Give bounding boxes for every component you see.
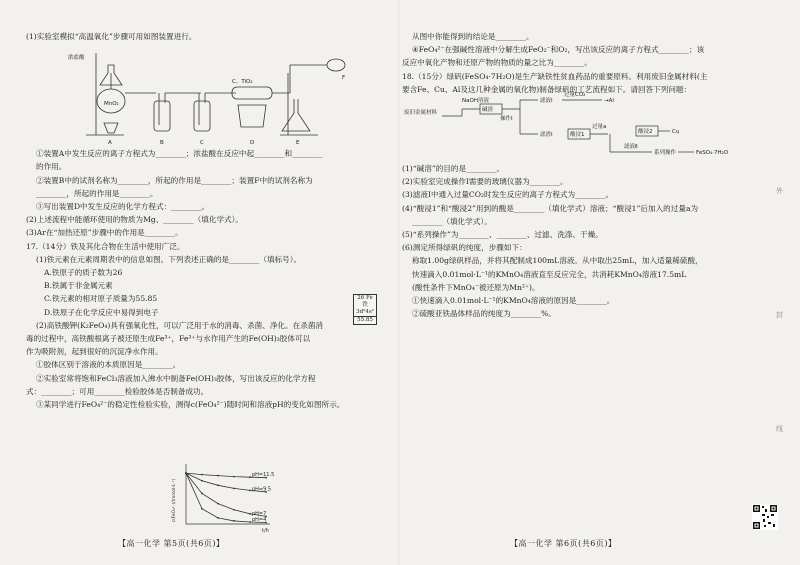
- q17-2-ii2: 式：________；可用________检验胶体是否制备成功。: [26, 386, 209, 396]
- chart-point: [217, 517, 219, 519]
- flow-op1: 操作Ⅰ: [500, 116, 513, 123]
- label-a: A: [108, 140, 112, 147]
- q16-3: (3)Ar在“加热还原”步骤中的作用是________。: [26, 228, 183, 238]
- chart-series-label: pH=11.5: [252, 472, 275, 479]
- process-flow-diagram: [402, 92, 764, 162]
- chart-x-label: t/h: [262, 528, 269, 534]
- q16-1-c: ③写出装置D中发生反应的化学方程式：________。: [36, 202, 210, 212]
- chart-point: [201, 493, 203, 495]
- q16-2: (2)上述流程中能循环使用的物质为Mg、________（填化学式）。: [26, 215, 244, 225]
- flow-naoh: NaOH溶液: [462, 98, 489, 105]
- q16-1-a2: 的作用。: [36, 162, 67, 172]
- flow-co2: 过量CO₂: [564, 92, 586, 99]
- q17-option-b: B.铁属于非金属元素: [44, 281, 113, 291]
- q16-1-b: ②装置B中的试剂名称为________，所起的作用是________；装置F中的试剂名称为: [36, 175, 313, 185]
- chart-series-label: pH=7: [252, 510, 267, 517]
- chart-point: [233, 520, 235, 522]
- q18-title-a: 18.（15分）绿矾(FeSO₄·7H₂O)是生产缺铁性贫血药品的重要原料。利用废旧金属材料(主: [402, 71, 708, 81]
- flow-al: →Al: [604, 98, 614, 105]
- q17-2-iii: ③某同学进行FeO₄²⁻的稳定性检验实验，测得c(FeO₄²⁻)随时间和溶液pH的变化如图所示。: [36, 400, 345, 410]
- q18-3: (3)滤液Ⅰ中通入过量CO₂时发生反应的离子方程式为________。: [402, 190, 614, 200]
- left-footer: 【高一化学 第5页(共6页)】: [118, 539, 225, 548]
- q16-1-intro: (1)实验室模拟“高温氧化”步骤可用如图装置进行。: [26, 32, 197, 41]
- left-page: [26, 30, 388, 411]
- apparatus-svg: [26, 43, 356, 147]
- q18-6c: (酸性条件下MnO₄⁻被还原为Mn²⁺)。: [412, 282, 540, 292]
- side-mark-seal: 封: [776, 311, 783, 319]
- q18-6: (6)测定所得绿矾的纯度，步骤如下：: [402, 243, 527, 253]
- element-name: 铁: [362, 302, 368, 308]
- q16-1-a: ①装置A中发生反应的离子方程式为________；浓盐酸在反应中起________和________: [36, 149, 323, 159]
- q17-2-a: (2)高铁酸钾(K₂FeO₄)具有强氧化性，可以广泛用于水的消毒、杀菌、净化。在杀菌消: [36, 320, 324, 330]
- label-b: B: [160, 140, 164, 147]
- q16-1-b2: ________，所起的作用是________。: [36, 188, 158, 198]
- q17-option-a: A.铁原子的质子数为26: [44, 268, 123, 278]
- element-tile-fe: [353, 294, 377, 325]
- flow-leach2: 酸浸2: [638, 129, 653, 136]
- chart-point: [249, 521, 251, 523]
- flow-filtrate2: 滤液Ⅱ: [624, 144, 638, 151]
- chart-point: [249, 490, 251, 492]
- chart-point: [249, 476, 251, 478]
- q17-option-c: C.铁元素的相对原子质量为55.85: [44, 294, 158, 304]
- label-c: C: [200, 140, 204, 147]
- right-page: [402, 30, 764, 320]
- flow-filtrate1: 滤液Ⅰ: [540, 98, 553, 105]
- flow-alkali: 碱溶: [482, 107, 494, 114]
- q17-title: 17.（14分）铁及其化合物在生活中使用广泛。: [26, 241, 185, 251]
- flow-series: 系列操作: [654, 150, 677, 157]
- side-mark-line: 线: [776, 425, 783, 433]
- chart-y-label: c(FeO₄²⁻)/(mmol·L⁻¹): [171, 478, 176, 522]
- q17-r3: 反应中氧化产物和还原产物的物质的量之比为________。: [402, 58, 592, 68]
- side-mark-outer: 外: [776, 187, 783, 195]
- chart-point: [217, 475, 219, 477]
- chart-point: [217, 484, 219, 486]
- q17-r2: ④FeO₄²⁻在强碱性溶液中分解生成FeO₂⁻和O₂，写出该反应的离子方程式________；该: [412, 45, 705, 55]
- chart-point: [233, 487, 235, 489]
- q18-4: (4)“酸浸1”和“酸浸2”用到的酸是________（填化学式）溶液；“酸浸1”后加入的过量a为: [402, 203, 699, 213]
- element-mass: 55.85: [354, 316, 376, 324]
- flow-svg: [402, 92, 764, 162]
- label-e: E: [296, 140, 300, 147]
- flow-product: FeSO₄·7H₂O: [696, 150, 729, 157]
- chart-point: [249, 513, 251, 515]
- q17-2-c: 作为吸附剂，起到很好的沉淀净水作用。: [26, 347, 163, 357]
- q17-option-d: D.铁原子在化学反应中易得到电子: [44, 307, 159, 317]
- chart-point: [233, 509, 235, 511]
- element-number: 26 Fe: [357, 295, 373, 301]
- apparatus-diagram: [26, 43, 388, 147]
- chart-point: [217, 503, 219, 505]
- chart-point: [201, 480, 203, 482]
- q17-2-b: 毒的过程中，高铁酸根离子被还原生成Fe³⁺，Fe³⁺与水作用产生的Fe(OH)₃胶体可以: [26, 334, 311, 344]
- flow-excess-a: 过量a: [592, 124, 607, 131]
- chart-point: [201, 474, 203, 476]
- label-ctio2: C、TiO₂: [232, 79, 253, 86]
- flow-leach1: 酸浸1: [570, 132, 585, 139]
- chart-series-label: pH=9.5: [252, 486, 272, 493]
- q18-6i: ①快速滴入0.01mol·L⁻¹的KMnO₄溶液的原因是________。: [412, 296, 615, 306]
- chart-series-line: [186, 473, 266, 516]
- chart-point: [233, 476, 235, 478]
- qr-code-icon: [752, 504, 778, 530]
- q18-6ii: ②硫酸亚铁晶体样品的纯度为________%。: [412, 309, 556, 319]
- flow-residue1: 滤渣Ⅰ: [540, 132, 553, 139]
- chart-series-label: pH=4: [252, 516, 267, 523]
- label-conc-hcl: 浓盐酸: [68, 55, 85, 62]
- q17-r1: 从图中你能得到的结论是________。: [412, 32, 534, 41]
- right-footer: 【高一化学 第6页(共6页)】: [510, 539, 617, 548]
- q18-2: (2)实验室完成操作Ⅰ需要的玻璃仪器为________。: [402, 177, 568, 187]
- label-f: F: [342, 75, 346, 82]
- page-crease: [398, 0, 400, 565]
- chart-point: [185, 472, 187, 474]
- q17-1: (1)铁元素在元素周期表中的信息如图。下列表述正确的是________（填标号）。: [36, 254, 302, 264]
- q17-2-i: ①胶体区别于溶液的本质原因是________。: [36, 360, 181, 370]
- q18-5: (5)“系列操作”为________、________、过滤、洗涤、干燥。: [402, 230, 603, 240]
- q17-2-ii: ②实验室常将饱和FeCl₃溶液加入沸水中制备Fe(OH)₃胶体，写出该反应的化学方程: [36, 373, 316, 383]
- q18-4b: ________（填化学式）。: [412, 216, 492, 226]
- flow-raw: 废旧金属材料: [404, 110, 438, 117]
- chart-point: [201, 508, 203, 510]
- q18-6a: 称取1.00g绿矾样品，并将其配制成100mL溶液。从中取出25mL，加入适量稀硫酸，: [412, 256, 703, 266]
- feo4-stability-chart: [168, 462, 278, 534]
- q18-title-b: 要含Fe、Cu、Al及这几种金属的氧化物)制备绿矾的工艺流程如下。请回答下列问题：: [402, 84, 692, 94]
- element-config: 3d⁶4s²: [356, 309, 374, 315]
- q18-6b: 快速滴入0.01mol·L⁻¹的KMnO₄溶液直至反应完全，共消耗KMnO₄溶液17.5mL: [412, 269, 687, 279]
- label-d: D: [250, 140, 255, 147]
- label-mno2: MnO₂: [104, 101, 119, 108]
- flow-cu: Cu: [672, 129, 680, 136]
- q18-1: (1)“碱溶”的目的是________。: [402, 164, 505, 174]
